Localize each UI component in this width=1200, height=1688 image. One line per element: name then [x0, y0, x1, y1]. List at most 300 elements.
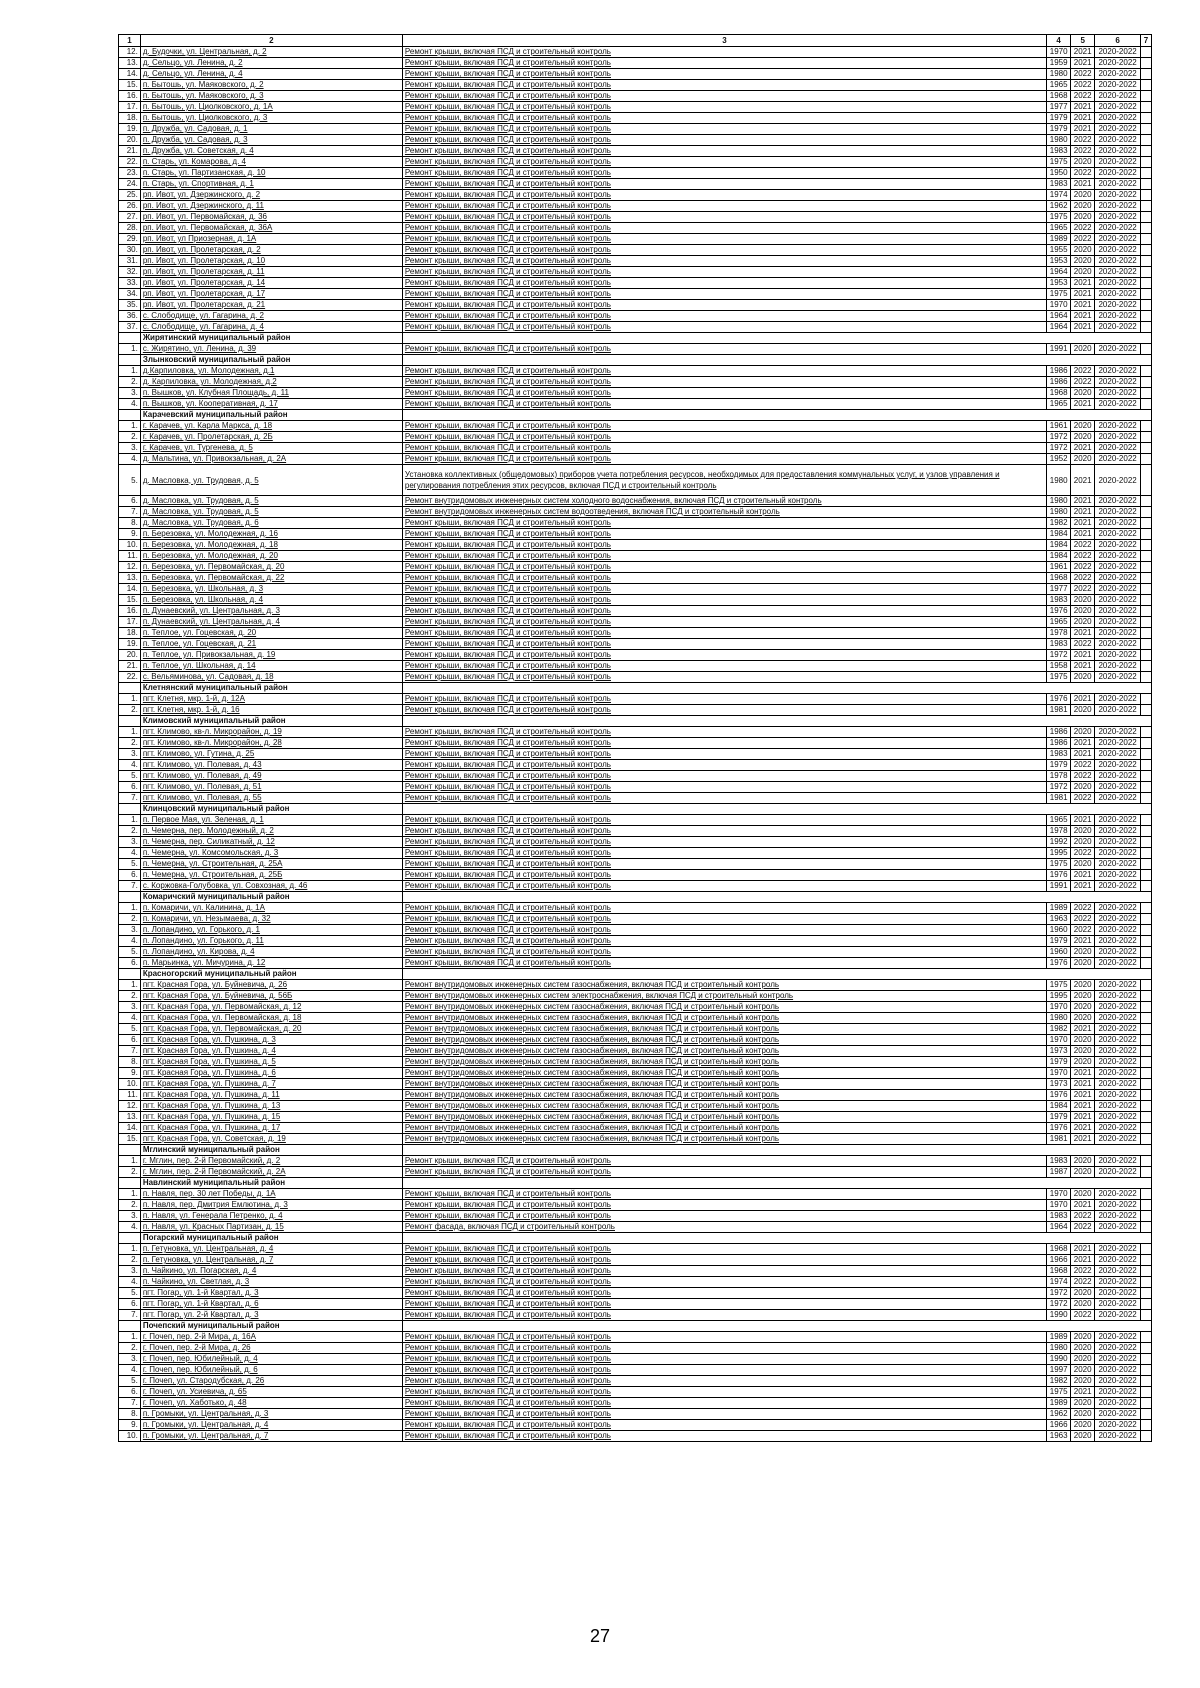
repair-year: 2022: [1071, 135, 1095, 146]
plan-period: 2020-2022: [1095, 300, 1141, 311]
work-type: Ремонт крыши, включая ПСД и строительный контроль: [402, 1211, 1046, 1222]
build-year: 1979: [1047, 113, 1071, 124]
plan-period: 2020-2022: [1095, 1244, 1141, 1255]
empty-cell: [1141, 124, 1152, 135]
row-number: 12.: [119, 47, 141, 58]
repair-year: 2020: [1071, 1365, 1095, 1376]
work-type: Ремонт крыши, включая ПСД и строительный контроль: [402, 859, 1046, 870]
work-type: Ремонт крыши, включая ПСД и строительный контроль: [402, 760, 1046, 771]
table-row: [119, 421, 1152, 432]
repair-year: 2020: [1071, 1167, 1095, 1178]
empty-cell: [1141, 705, 1152, 716]
work-type: Ремонт крыши, включая ПСД и строительный контроль: [402, 947, 1046, 958]
repair-year: 2021: [1071, 529, 1095, 540]
plan-period: 2020-2022: [1095, 595, 1141, 606]
district-heading-row: [119, 804, 1152, 815]
build-year: 1982: [1047, 1024, 1071, 1035]
work-type: Ремонт крыши, включая ПСД и строительный контроль: [402, 848, 1046, 859]
building-address: п. Громыки, ул. Центральная, д. 7: [140, 1431, 402, 1442]
building-address: пгт. Красная Гора, ул. Первомайская, д. 12: [140, 1002, 402, 1013]
build-year: 1983: [1047, 639, 1071, 650]
build-year: 1979: [1047, 1057, 1071, 1068]
build-year: 1983: [1047, 1211, 1071, 1222]
empty-cell: [1141, 1013, 1152, 1024]
row-number: 21.: [119, 661, 141, 672]
work-type: Ремонт крыши, включая ПСД и строительный контроль: [402, 113, 1046, 124]
table-row: [119, 443, 1152, 454]
work-type: Ремонт крыши, включая ПСД и строительный контроль: [402, 881, 1046, 892]
empty-cell: [1141, 1299, 1152, 1310]
empty-cell: [1141, 639, 1152, 650]
table-row: [119, 377, 1152, 388]
work-type: Ремонт крыши, включая ПСД и строительный контроль: [402, 1200, 1046, 1211]
plan-period: 2020-2022: [1095, 1024, 1141, 1035]
plan-period: 2020-2022: [1095, 91, 1141, 102]
table-row: [119, 1255, 1152, 1266]
work-type: Ремонт внутридомовых инженерных систем газоснабжения, включая ПСД и строительный контроль: [402, 1134, 1046, 1145]
empty-cell: [1141, 366, 1152, 377]
empty-cell: [1141, 1288, 1152, 1299]
work-type: Ремонт крыши, включая ПСД и строительный контроль: [402, 1244, 1046, 1255]
empty-cell: [1141, 815, 1152, 826]
table-row: [119, 1123, 1152, 1134]
work-type: Ремонт крыши, включая ПСД и строительный контроль: [402, 540, 1046, 551]
row-number: 29.: [119, 234, 141, 245]
empty-cell: [1141, 958, 1152, 969]
table-row: [119, 573, 1152, 584]
row-number: 17.: [119, 102, 141, 113]
table-row: [119, 958, 1152, 969]
building-address: п. Вышков, ул. Клубная Площадь, д. 11: [140, 388, 402, 399]
row-number: 12.: [119, 1101, 141, 1112]
build-year: 1965: [1047, 815, 1071, 826]
row-number: 6.: [119, 870, 141, 881]
repair-year: 2022: [1071, 760, 1095, 771]
plan-period: 2020-2022: [1095, 705, 1141, 716]
work-type: Ремонт крыши, включая ПСД и строительный контроль: [402, 705, 1046, 716]
repair-year: 2020: [1071, 991, 1095, 1002]
row-number: 6.: [119, 1035, 141, 1046]
plan-period: 2020-2022: [1095, 1046, 1141, 1057]
building-address: пгт. Красная Гора, ул. Первомайская, д. 18: [140, 1013, 402, 1024]
empty-cell: [1141, 179, 1152, 190]
work-type: Ремонт крыши, включая ПСД и строительный контроль: [402, 432, 1046, 443]
plan-period: 2020-2022: [1095, 102, 1141, 113]
row-number: 7.: [119, 1398, 141, 1409]
work-type: Ремонт крыши, включая ПСД и строительный контроль: [402, 815, 1046, 826]
table-row: [119, 738, 1152, 749]
repair-year: 2020: [1071, 212, 1095, 223]
row-number: 2.: [119, 432, 141, 443]
empty-cell: [1141, 201, 1152, 212]
work-type: Ремонт крыши, включая ПСД и строительный контроль: [402, 727, 1046, 738]
work-type: Ремонт крыши, включая ПСД и строительный контроль: [402, 1277, 1046, 1288]
table-row: [119, 639, 1152, 650]
empty-cell: [1141, 617, 1152, 628]
build-year: 1975: [1047, 157, 1071, 168]
table-row: [119, 1200, 1152, 1211]
empty-cell: [1141, 782, 1152, 793]
table-row: [119, 113, 1152, 124]
plan-period: 2020-2022: [1095, 366, 1141, 377]
repair-year: 2020: [1071, 1288, 1095, 1299]
empty-cell: [1141, 1046, 1152, 1057]
build-year: 1990: [1047, 1354, 1071, 1365]
row-number: 3.: [119, 1266, 141, 1277]
empty-cell: [1141, 870, 1152, 881]
row-number: 19.: [119, 124, 141, 135]
row-number: 18.: [119, 628, 141, 639]
repair-year: 2022: [1071, 903, 1095, 914]
plan-period: 2020-2022: [1095, 399, 1141, 410]
building-address: пгт. Красная Гора, ул. Пушкина, д. 7: [140, 1079, 402, 1090]
building-address: д. Сельцо, ул. Ленина, д. 2: [140, 58, 402, 69]
district-heading-row: [119, 892, 1152, 903]
empty-cell: [1141, 595, 1152, 606]
table-row: [119, 201, 1152, 212]
empty-cell: [119, 333, 141, 344]
building-address: п. Лопандино, ул. Горького, д. 1: [140, 925, 402, 936]
build-year: 1997: [1047, 1365, 1071, 1376]
work-type: Ремонт крыши, включая ПСД и строительный контроль: [402, 925, 1046, 936]
building-address: г. Почеп, ул. Стародубская, д. 26: [140, 1376, 402, 1387]
table-row: [119, 1398, 1152, 1409]
plan-period: 2020-2022: [1095, 661, 1141, 672]
row-number: 32.: [119, 267, 141, 278]
district-heading-row: [119, 410, 1152, 421]
row-number: 4.: [119, 848, 141, 859]
building-address: п. Чайкино, ул. Погарская, д. 4: [140, 1266, 402, 1277]
empty-cell: [1141, 738, 1152, 749]
empty-cell: [1141, 529, 1152, 540]
empty-cell: [1141, 694, 1152, 705]
empty-cell: [1141, 771, 1152, 782]
district-name: Навлинский муниципальный район: [140, 1178, 402, 1189]
table-row: [119, 749, 1152, 760]
empty-cell: [1141, 881, 1152, 892]
empty-cell: [1141, 1310, 1152, 1321]
build-year: 1982: [1047, 1376, 1071, 1387]
repair-year: 2022: [1071, 377, 1095, 388]
repair-year: 2020: [1071, 1156, 1095, 1167]
building-address: пгт. Красная Гора, ул. Пушкина, д. 13: [140, 1101, 402, 1112]
row-number: 21.: [119, 146, 141, 157]
empty-cell: [1141, 848, 1152, 859]
repair-year: 2020: [1071, 432, 1095, 443]
row-number: 15.: [119, 595, 141, 606]
table-row: [119, 399, 1152, 410]
empty-cell: [402, 410, 1151, 421]
table-row: [119, 1046, 1152, 1057]
table-row: [119, 344, 1152, 355]
building-address: п. Теплое, ул. Привокзальная, д. 19: [140, 650, 402, 661]
build-year: 1983: [1047, 1156, 1071, 1167]
plan-period: 2020-2022: [1095, 1365, 1141, 1376]
plan-period: 2020-2022: [1095, 1255, 1141, 1266]
repair-year: 2021: [1071, 113, 1095, 124]
repair-year: 2022: [1071, 1310, 1095, 1321]
plan-period: 2020-2022: [1095, 322, 1141, 333]
empty-cell: [402, 892, 1151, 903]
work-type: Ремонт крыши, включая ПСД и строительный контроль: [402, 399, 1046, 410]
build-year: 1975: [1047, 212, 1071, 223]
build-year: 1961: [1047, 562, 1071, 573]
table-row: [119, 223, 1152, 234]
build-year: 1972: [1047, 432, 1071, 443]
work-type: Ремонт крыши, включая ПСД и строительный контроль: [402, 1332, 1046, 1343]
empty-cell: [1141, 113, 1152, 124]
table-row: [119, 289, 1152, 300]
plan-period: 2020-2022: [1095, 507, 1141, 518]
building-address: пгт. Красная Гора, ул. Пушкина, д. 17: [140, 1123, 402, 1134]
table-row: [119, 168, 1152, 179]
empty-cell: [1141, 760, 1152, 771]
table-row: [119, 1189, 1152, 1200]
capital-repair-table: [118, 34, 1152, 1442]
work-type: Ремонт крыши, включая ПСД и строительный контроль: [402, 135, 1046, 146]
row-number: 10.: [119, 1431, 141, 1442]
column-header: 3: [402, 35, 1046, 47]
repair-year: 2020: [1071, 672, 1095, 683]
page-number: 27: [589, 1626, 611, 1646]
row-number: 1.: [119, 1244, 141, 1255]
empty-cell: [119, 1233, 141, 1244]
plan-period: 2020-2022: [1095, 1431, 1141, 1442]
plan-period: 2020-2022: [1095, 135, 1141, 146]
row-number: 16.: [119, 91, 141, 102]
table-row: [119, 322, 1152, 333]
repair-year: 2021: [1071, 278, 1095, 289]
repair-year: 2022: [1071, 848, 1095, 859]
plan-period: 2020-2022: [1095, 168, 1141, 179]
build-year: 1965: [1047, 223, 1071, 234]
empty-cell: [119, 969, 141, 980]
work-type: Ремонт внутридомовых инженерных систем холодного водоснабжения, включая ПСД и строительный контроль: [402, 496, 1046, 507]
empty-cell: [1141, 936, 1152, 947]
building-address: п. Старь, ул. Партизанская, д. 10: [140, 168, 402, 179]
building-address: с. Жирятино, ул. Ленина, д. 39: [140, 344, 402, 355]
plan-period: 2020-2022: [1095, 1222, 1141, 1233]
table-row: [119, 705, 1152, 716]
repair-year: 2021: [1071, 58, 1095, 69]
empty-cell: [402, 716, 1151, 727]
work-type: Ремонт крыши, включая ПСД и строительный контроль: [402, 278, 1046, 289]
repair-year: 2020: [1071, 1057, 1095, 1068]
plan-period: 2020-2022: [1095, 69, 1141, 80]
building-address: пгт. Климово, ул. Гутина, д. 25: [140, 749, 402, 760]
row-number: 11.: [119, 551, 141, 562]
plan-period: 2020-2022: [1095, 848, 1141, 859]
empty-cell: [1141, 1200, 1152, 1211]
empty-cell: [1141, 1134, 1152, 1145]
table-row: [119, 540, 1152, 551]
row-number: 1.: [119, 815, 141, 826]
build-year: 1975: [1047, 859, 1071, 870]
row-number: 5.: [119, 1376, 141, 1387]
repair-year: 2020: [1071, 267, 1095, 278]
empty-cell: [1141, 1244, 1152, 1255]
build-year: 1976: [1047, 1090, 1071, 1101]
building-address: рп. Ивот, ул Приозерная, д. 1А: [140, 234, 402, 245]
work-type: Ремонт крыши, включая ПСД и строительный контроль: [402, 1387, 1046, 1398]
plan-period: 2020-2022: [1095, 432, 1141, 443]
plan-period: 2020-2022: [1095, 1189, 1141, 1200]
building-address: пгт. Красная Гора, ул. Буйневича, д. 56Б: [140, 991, 402, 1002]
work-type: Ремонт внутридомовых инженерных систем газоснабжения, включая ПСД и строительный контроль: [402, 1068, 1046, 1079]
plan-period: 2020-2022: [1095, 1090, 1141, 1101]
work-type: Ремонт крыши, включая ПСД и строительный контроль: [402, 377, 1046, 388]
row-number: 3.: [119, 837, 141, 848]
row-number: 14.: [119, 1123, 141, 1134]
empty-cell: [1141, 245, 1152, 256]
row-number: 3.: [119, 388, 141, 399]
building-address: пгт. Красная Гора, ул. Пушкина, д. 4: [140, 1046, 402, 1057]
table-row: [119, 936, 1152, 947]
work-type: Ремонт крыши, включая ПСД и строительный контроль: [402, 311, 1046, 322]
table-row: [119, 848, 1152, 859]
build-year: 1964: [1047, 1222, 1071, 1233]
row-number: 28.: [119, 223, 141, 234]
row-number: 27.: [119, 212, 141, 223]
table-row: [119, 454, 1152, 465]
work-type: Ремонт крыши, включая ПСД и строительный контроль: [402, 1376, 1046, 1387]
repair-year: 2020: [1071, 1343, 1095, 1354]
plan-period: 2020-2022: [1095, 1420, 1141, 1431]
plan-period: 2020-2022: [1095, 1035, 1141, 1046]
table-row: [119, 278, 1152, 289]
repair-year: 2020: [1071, 1002, 1095, 1013]
work-type: Ремонт крыши, включая ПСД и строительный контроль: [402, 1398, 1046, 1409]
build-year: 1984: [1047, 529, 1071, 540]
repair-year: 2021: [1071, 628, 1095, 639]
building-address: п. Вышков, ул. Кооперативная, д. 17: [140, 399, 402, 410]
table-row: [119, 1024, 1152, 1035]
work-type: Ремонт крыши, включая ПСД и строительный контроль: [402, 738, 1046, 749]
work-type: Ремонт крыши, включая ПСД и строительный контроль: [402, 454, 1046, 465]
building-address: д. Масловка, ул. Трудовая, д. 5: [140, 465, 402, 496]
empty-cell: [1141, 443, 1152, 454]
repair-year: 2022: [1071, 584, 1095, 595]
building-address: п. Громыки, ул. Центральная, д. 3: [140, 1409, 402, 1420]
empty-cell: [1141, 465, 1152, 496]
row-number: 1.: [119, 344, 141, 355]
building-address: д. Карпиловка, ул. Молодежная, д.2: [140, 377, 402, 388]
work-type: Ремонт крыши, включая ПСД и строительный контроль: [402, 322, 1046, 333]
build-year: 1986: [1047, 727, 1071, 738]
table-row: [119, 925, 1152, 936]
building-address: пгт. Климово, кв-л. Микрорайон, д. 19: [140, 727, 402, 738]
row-number: 24.: [119, 179, 141, 190]
plan-period: 2020-2022: [1095, 1079, 1141, 1090]
repair-year: 2022: [1071, 1222, 1095, 1233]
build-year: 1965: [1047, 399, 1071, 410]
building-address: п. Дунаевский, ул. Центральная, д. 3: [140, 606, 402, 617]
building-address: рп. Ивот, ул. Пролетарская, д. 17: [140, 289, 402, 300]
work-type: Ремонт крыши, включая ПСД и строительный контроль: [402, 256, 1046, 267]
empty-cell: [1141, 69, 1152, 80]
table-row: [119, 650, 1152, 661]
table-row: [119, 1211, 1152, 1222]
repair-year: 2021: [1071, 1090, 1095, 1101]
plan-period: 2020-2022: [1095, 234, 1141, 245]
table-row: [119, 1002, 1152, 1013]
row-number: 4.: [119, 454, 141, 465]
row-number: 23.: [119, 168, 141, 179]
empty-cell: [1141, 223, 1152, 234]
building-address: п. Навля, ул. Красных Партизан, д. 15: [140, 1222, 402, 1233]
empty-cell: [1141, 584, 1152, 595]
build-year: 1966: [1047, 1420, 1071, 1431]
build-year: 1979: [1047, 124, 1071, 135]
empty-cell: [1141, 80, 1152, 91]
plan-period: 2020-2022: [1095, 991, 1141, 1002]
row-number: 7.: [119, 793, 141, 804]
row-number: 5.: [119, 1024, 141, 1035]
repair-year: 2022: [1071, 223, 1095, 234]
empty-cell: [119, 1321, 141, 1332]
work-type: Ремонт внутридомовых инженерных систем газоснабжения, включая ПСД и строительный контроль: [402, 1112, 1046, 1123]
repair-year: 2022: [1071, 234, 1095, 245]
repair-year: 2020: [1071, 1354, 1095, 1365]
row-number: 3.: [119, 443, 141, 454]
repair-year: 2021: [1071, 694, 1095, 705]
table-row: [119, 617, 1152, 628]
building-address: п. Чемерна, ул. Строительная, д. 25А: [140, 859, 402, 870]
row-number: 34.: [119, 289, 141, 300]
plan-period: 2020-2022: [1095, 837, 1141, 848]
repair-year: 2020: [1071, 617, 1095, 628]
row-number: 17.: [119, 617, 141, 628]
building-address: п. Комаричи, ул. Калинина, д. 1А: [140, 903, 402, 914]
plan-period: 2020-2022: [1095, 793, 1141, 804]
table-row: [119, 507, 1152, 518]
repair-year: 2020: [1071, 1189, 1095, 1200]
work-type: Ремонт крыши, включая ПСД и строительный контроль: [402, 650, 1046, 661]
empty-cell: [1141, 1024, 1152, 1035]
repair-year: 2021: [1071, 1024, 1095, 1035]
building-address: п. Гетуновка, ул. Центральная, д. 7: [140, 1255, 402, 1266]
repair-year: 2021: [1071, 289, 1095, 300]
plan-period: 2020-2022: [1095, 443, 1141, 454]
row-number: 4.: [119, 1277, 141, 1288]
plan-period: 2020-2022: [1095, 201, 1141, 212]
table-body: [119, 47, 1152, 1442]
building-address: п. Бытошь, ул. Циолковского, д. 1А: [140, 102, 402, 113]
work-type: Ремонт крыши, включая ПСД и строительный контроль: [402, 870, 1046, 881]
work-type: Ремонт крыши, включая ПСД и строительный контроль: [402, 69, 1046, 80]
repair-year: 2020: [1071, 1299, 1095, 1310]
work-type: Ремонт крыши, включая ПСД и строительный контроль: [402, 1310, 1046, 1321]
empty-cell: [1141, 551, 1152, 562]
repair-year: 2020: [1071, 705, 1095, 716]
build-year: 1980: [1047, 465, 1071, 496]
empty-cell: [1141, 562, 1152, 573]
row-number: 12.: [119, 562, 141, 573]
build-year: 1964: [1047, 267, 1071, 278]
building-address: п. Навля, пер. Дмитрия Емлютина, д. 3: [140, 1200, 402, 1211]
row-number: 4.: [119, 1013, 141, 1024]
build-year: 1989: [1047, 234, 1071, 245]
build-year: 1986: [1047, 377, 1071, 388]
repair-year: 2022: [1071, 80, 1095, 91]
row-number: 1.: [119, 727, 141, 738]
repair-year: 2022: [1071, 146, 1095, 157]
row-number: 2.: [119, 914, 141, 925]
build-year: 1980: [1047, 496, 1071, 507]
empty-cell: [1141, 661, 1152, 672]
table-row: [119, 190, 1152, 201]
row-number: 8.: [119, 1057, 141, 1068]
